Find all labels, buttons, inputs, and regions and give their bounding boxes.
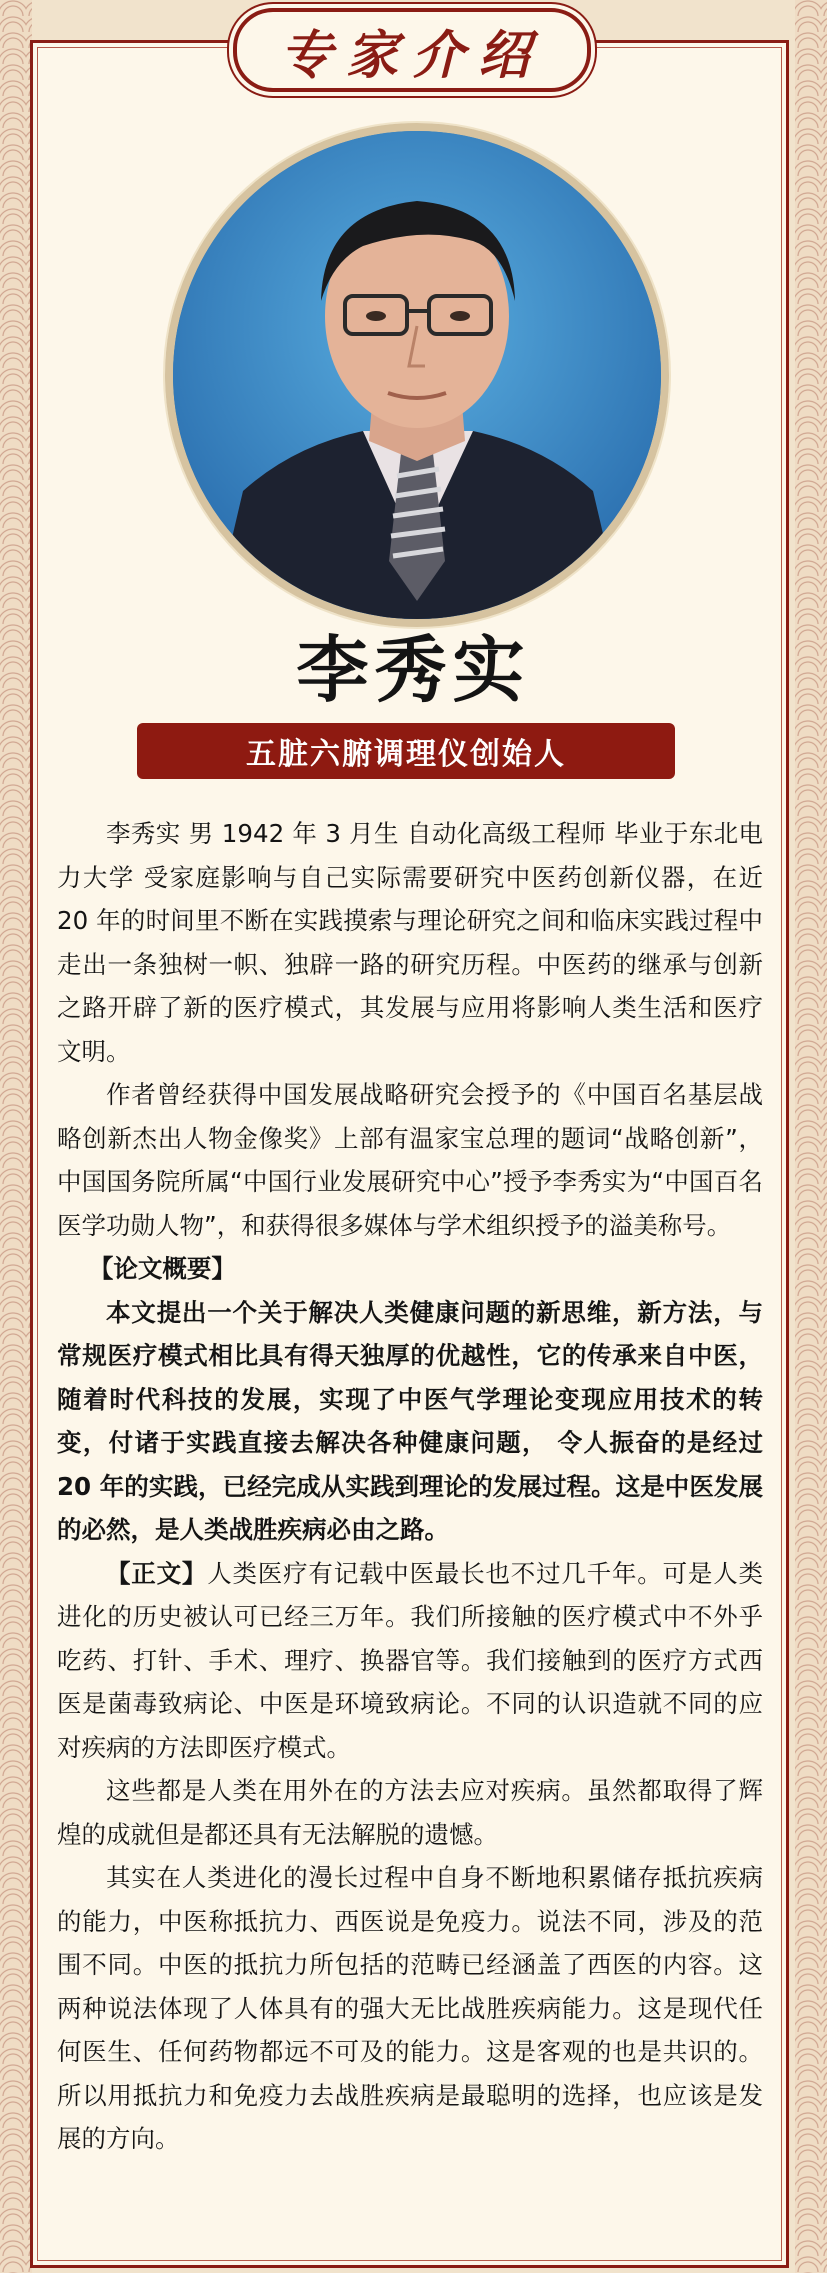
article-body <box>57 812 763 2161</box>
decorative-border-right <box>795 0 827 2273</box>
decorative-border-left <box>0 0 32 2273</box>
section-title-badge <box>233 8 591 92</box>
expert-portrait <box>165 123 669 627</box>
main-paragraph-3: 其实在人类进化的漫长过程中自身不断地积累储存抵抗疾病的能力，中医称抵抗力、西医说是免疫力。说法不同，涉及的范围不同。中医的抵抗力所包括的范畴已经涵盖了西医的内容。这两种说法体现了人体具有的强大无比战胜疾病能力。这是现代任何医生、任何药物都远不可及的能力。这是客观的也是共识的。所以用抵抗力和免疫力去战胜疾病是最聪明的选择，也应该是发展的方向。 <box>57 1863 763 2153</box>
summary-paragraph: 本文提出一个关于解决人类健康问题的新思维，新方法，与常规医疗模式相比具有得天独厚的优越性，它的传承来自中医，随着时代科技的发展，实现了中医气学理论变现应用技术的转变，付诸于实践直接去解决各种健康问题， 令人振奋的是经过 20 年的实践，已经完成从实践到理论的发展过程。这是中医发展的必然，是人类战胜疾病必由之路。 <box>57 1297 763 1544</box>
bio-paragraph-2: 作者曾经获得中国发展战略研究会授予的《中国百名基层战略创新杰出人物金像奖》上部有温家宝总理的题词“战略创新”，中国国务院所属“中国行业发展研究中心”授予李秀实为“中国百名医学功勋人物”，和获得很多媒体与学术组织授予的溢美称号。 <box>57 1080 763 1240</box>
main-paragraph-2: 这些都是人类在用外在的方法去应对疾病。虽然都取得了辉煌的成就但是都还具有无法解脱的遗憾。 <box>57 1776 763 1849</box>
expert-role-banner <box>137 723 675 779</box>
bio-paragraph-1: 李秀实 男 1942 年 3 月生 自动化高级工程师 毕业于东北电力大学 受家庭影响与自己实际需要研究中医药创新仪器，在近 20 年的时间里不断在实践摸索与理论研究之间和临床实践过程中走出一条独树一帜、独辟一路的研究历程。中医药的继承与创新之路开辟了新的医疗模式，其发展与应用将影响人类生活和医疗文明。 <box>57 819 763 1066</box>
expert-role: 五脏六腑调理仪创始人 <box>246 737 566 772</box>
portrait-illustration <box>173 131 661 619</box>
main-paragraph-1 <box>57 1552 763 1770</box>
section-title: 专家介绍 <box>279 24 544 86</box>
main-label: 【正文】 <box>106 1558 208 1588</box>
summary-heading: 【论文概要】 <box>88 1254 236 1283</box>
expert-name: 李秀实 <box>296 628 531 712</box>
main-paragraph-1-text: 人类医疗有记载中医最长也不过几千年。可是人类进化的历史被认可已经三万年。我们所接触的医疗模式中不外乎吃药、打针、手术、理疗、换器官等。我们接触到的医疗方式西医是菌毒致病论、中医是环境致病论。不同的认识造就不同的应对疾病的方法即医疗模式。 <box>57 1558 764 1762</box>
